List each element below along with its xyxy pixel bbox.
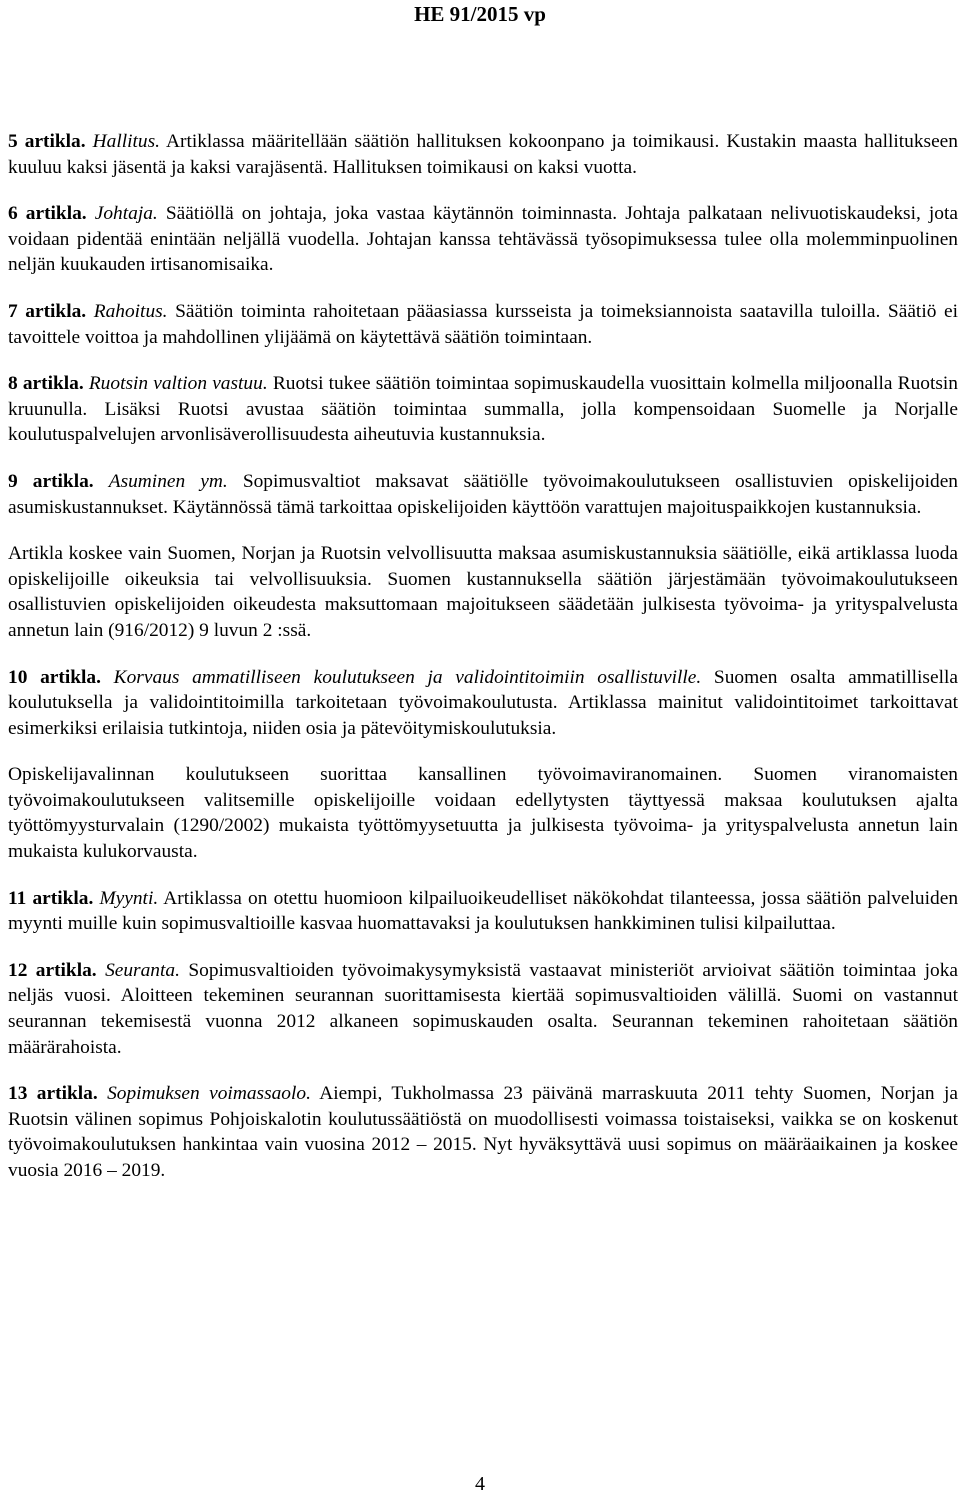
article-text: Suomen osalta ammatillisella koulutuksella ja validointitoimilla tarkoitetaan työvoimakoulutusta. Artiklassa mainitut validointitoimet tarkoittavat esimerkiksi erilaisia tutkintoja, niiden osia ja pätevöitymiskoulutuksia. <box>8 666 958 739</box>
article-number: 10 artikla. <box>8 666 101 688</box>
article-text: Artiklassa on otettu huomioon kilpailuoikeudelliset näkökohdat tilanteessa, jossa säätiön palveluiden myynti muille kuin sopimusvaltioille kasvaa huomattavaksi ja koulutuksen hankkiminen tulisi kilpailuttaa. <box>8 887 959 935</box>
article-number: 7 artikla. <box>8 300 87 322</box>
article-text: Sopimusvaltiot maksavat säätiölle työvoimakoulutukseen osallistuvien opiskelijoiden asumiskustannukset. Käytännössä tämä tarkoittaa opiskelijoiden käyttöön varattujen majoituspaikkojen kustannuksia. <box>8 470 958 518</box>
article-title: Rahoitus. <box>93 300 168 322</box>
article-number: 11 artikla. <box>8 887 94 909</box>
article-title: Hallitus. <box>92 131 160 152</box>
article-text: Artikla koskee vain Suomen, Norjan ja Ruotsin velvollisuutta maksaa asumiskustannuksia säätiölle, eikä artiklassa luoda opiskelijoille oikeuksia tai velvollisuuksia. Suomen kustannuksella säätiön järjestämään työvoimakoulutukseen osallistuvien opiskelijoiden oikeudesta maksuttomaan majoitukseen säädetään julkisesta työvoima- ja yrityspalvelusta annetun lain (916/2012) 9 luvun 2 :ssä. <box>8 543 958 641</box>
article-number: 9 artikla. <box>8 470 94 492</box>
paragraph-article-10 <box>8 665 958 742</box>
paragraph-article-7 <box>8 299 958 350</box>
article-text: Sopimusvaltioiden työvoimakysymyksistä vastaavat ministeriöt arvioivat säätiön toimintaa joka neljäs vuosi. Aloitteen tekeminen seurannan suorittamisesta kiertää sopimusvaltioiden välillä. Suomi on vastannut seurannan tekemisestä vuonna 2012 alkaneen sopimuskauden osalta. Seurannan tekeminen rahoitetaan säätiön määrärahoista. <box>8 959 958 1058</box>
paragraph-article-5 <box>8 129 958 180</box>
article-title: Johtaja. <box>94 203 158 225</box>
page-footer <box>0 1473 960 1495</box>
paragraph-article-13 <box>8 1081 958 1183</box>
document-id: HE 91/2015 vp <box>414 2 546 26</box>
article-text: Aiempi, Tukholmassa 23 päivänä marraskuuta 2011 tehty Suomen, Norjan ja Ruotsin välinen sopimus Pohjoiskalotin koulutussäätiöstä on muodollisesti voimassa toistaiseksi, vaikka se on koskenut työvoimakoulutuksen hankintaa vain vuosina 2012 – 2015. Nyt hyväksyttävä uusi sopimus on määräaikainen ja koskee vuosia 2016 – 2019. <box>8 1083 958 1181</box>
paragraph-article-10-continued <box>8 762 958 864</box>
article-text: Säätiöllä on johtaja, joka vastaa käytännön toiminnasta. Johtaja palkataan nelivuotiskaudeksi, jota voidaan pidentää enintään neljällä vuodella. Johtajan kanssa tehtävässä työsopimuksessa tulee olla molemminpuolinen neljän kuukauden irtisanomisaika. <box>8 203 958 276</box>
paragraph-article-6 <box>8 201 958 278</box>
article-title: Ruotsin valtion vastuu. <box>88 373 268 395</box>
article-text: Säätiön toiminta rahoitetaan pääasiassa kursseista ja toimeksiannoista saatavilla tuloilla. Säätiö ei tavoittele voittoa ja mahdollinen ylijäämä on käytettävä säätiön toimintaan. <box>8 300 958 348</box>
paragraph-article-11 <box>8 886 958 937</box>
paragraph-article-9-continued <box>8 541 958 643</box>
article-number: 13 artikla. <box>8 1083 98 1105</box>
article-title: Seuranta. <box>105 959 180 981</box>
paragraph-article-9 <box>8 469 958 520</box>
paragraph-article-8 <box>8 371 958 448</box>
article-number: 12 artikla. <box>8 959 97 981</box>
paragraph-article-12 <box>8 958 958 1060</box>
document-body <box>8 129 958 1205</box>
article-number: 8 artikla. <box>8 373 84 395</box>
article-title: Asuminen ym. <box>108 470 228 492</box>
article-text: Ruotsi tukee säätiön toimintaa sopimuskaudella vuosittain kolmella miljoonalla Ruotsin kruunulla. Lisäksi Ruotsi avustaa säätiön toimintaa summalla, jolla kompensoidaan Suomelle ja Norjalle koulutuspalvelujen arvonlisäverollisuudesta aiheutuvia kustannuksia. <box>8 373 958 446</box>
page-number: 4 <box>475 1473 485 1495</box>
article-number: 6 artikla. <box>8 203 87 225</box>
article-title: Korvaus ammatilliseen koulutukseen ja validointitoimiin osallistuville. <box>113 666 702 688</box>
article-number: 5 artikla. <box>8 131 86 152</box>
article-title: Sopimuksen voimassaolo. <box>107 1083 311 1105</box>
article-title: Myynti. <box>99 887 159 909</box>
document-header <box>0 0 960 28</box>
article-text: Opiskelijavalinnan koulutukseen suorittaa kansallinen työvoimaviranomainen. Suomen viranomaisten työvoimakoulutukseen valitsemille opiskelijoille voidaan edellytysten täyttyessä maksaa koulutuksen ajalta työttömyysturvalain (1290/2002) mukaista työttömyysetuutta ja julkisesta työvoima- ja yrityspalvelusta annetun lain mukaista kulukorvausta. <box>8 764 958 863</box>
article-text: Artiklassa määritellään säätiön hallituksen kokoonpano ja toimikausi. Kustakin maasta hallitukseen kuuluu kaksi jäsentä ja kaksi varajäsentä. Hallituksen toimikausi on kaksi vuotta. <box>8 131 958 178</box>
